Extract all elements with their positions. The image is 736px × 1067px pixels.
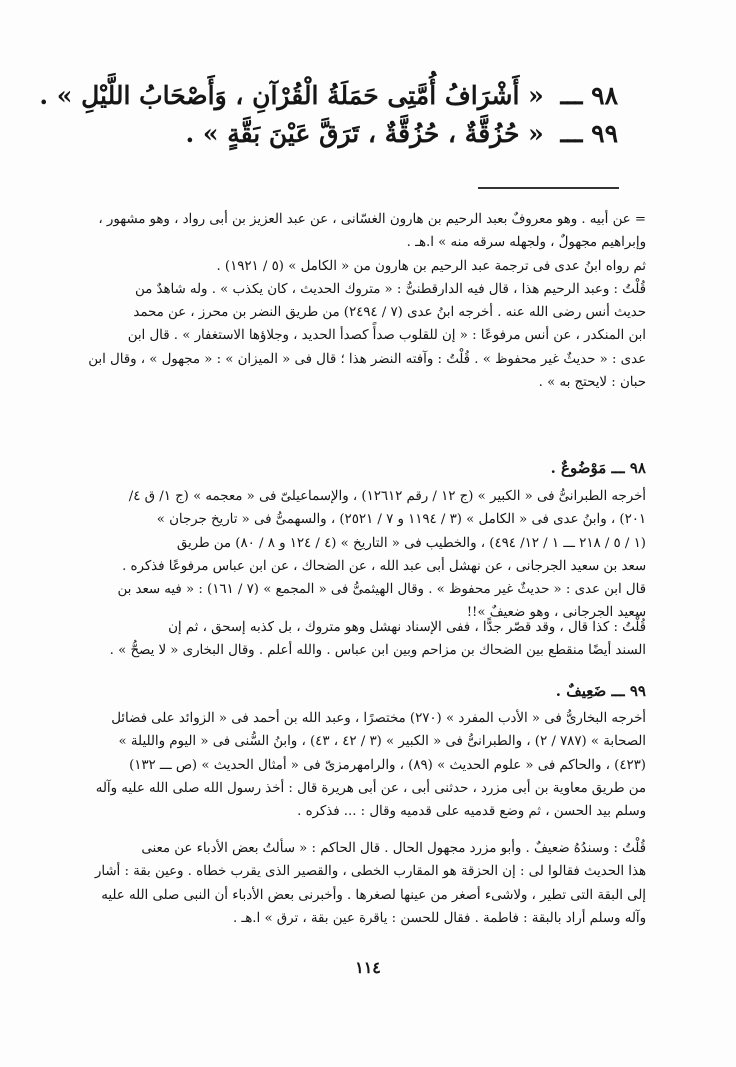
hadith-98-number: ٩٨ ـــ — [560, 81, 618, 110]
hadith-99-text: « حُزُقَّةٌ ، حُزُقَّةٌ ، تَرَقَّ عَيْنَ بَقَّةٍ » . — [185, 119, 544, 148]
note-98-heading: ٩٨ ـــ مَوْضُوعٌ . — [550, 459, 646, 477]
note-98-takhrij: أخرجه الطبرانىُّ فى « الكبير » (ج ١٢ / رقم ١٢٦١٢) ، والإسماعيلىّ فى « معجمه » (ج ١/ ق ٤/ ٢٠١) ، وابنُ عدى فى « الكامل » (٣ / ١١٩٤ و ٧ / ٢٥٢١) ، والسهمىُّ فى « تاريخ جرجان » (١ / ٥ / ٢١٨ ـــ ١ / ١٢/ ٤٩٤) ، والخطيب فى « التاريخ » (٤ / ١٢٤ و ٨ / ٨٠) من طريق سعد بن سعيد الجرجانى ، عن نهشل أبى عبد الله ، عن الضحاك ، عن ابن عباس مرفوعًا فذكره . قال ابن عدى : « حديثٌ غير محفوظ » . وقال الهيثمىُّ فى « المجمع » (٧ / ١٦١) : « فيه سعد بن سعيد الجرجانى ، وهو ضعيفٌ »!! — [117, 489, 646, 621]
note-99-heading: ٩٩ ـــ ضَعِيفٌ . — [555, 682, 646, 700]
note-99-takhrij: أخرجه البخارىُّ فى « الأدب المفرد » (٢٧٠) مختصرًا ، وعبد الله بن أحمد فى « الزوائد على فضائل الصحابة » (٧٨٧ / ٢) ، والطبرانىُّ فى « الكبير » (٣ / ٤٢ ، ٤٣) ، وابنُ السُّنى فى « اليوم والليلة » (٤٢٣) ، والحاكم فى « علوم الحديث » (٨٩) ، والرامهرمزىّ فى « أمثال الحديث » (ص ـــ ١٣٢) من طريق معاوية بن أبى مزرد ، حدثنى أبى ، عن أبى هريرة قال : أخذ رسول الله صلى الله عليه وآله وسلم بيد الحسن ، ثم وضع قدميه على قدميه وقال : ... فذكره . — [95, 711, 646, 820]
hadith-99-number: ٩٩ ـــ — [560, 119, 618, 148]
hadith-99 — [60, 116, 618, 152]
page-number: ١١٤ — [355, 958, 381, 977]
hadith-98-text: « أَشْرَافُ أُمَّتِى حَمَلَةُ الْقُرْآنِ ، وَأَصْحَابُ اللَّيْلِ » . — [39, 81, 544, 110]
hadith-98 — [39, 78, 618, 114]
footnote-separator — [478, 187, 619, 189]
footnote-continuation: = عن أبيه . وهو معروفٌ بعبد الرحيم بن هارون الغسّانى ، عن عبد العزيز بن أبى رواد ، وهو مشهور ، وإبراهيم مجهولٌ ، ولجهله سرقه منه » ا.هـ . ثم رواه ابنُ عدى فى ترجمة عبد الرحيم بن هارون من « الكامل » (٥ / ١٩٢١) . قُلْتُ : وعبد الرحيم هذا ، قال فيه الدارقطنىُّ : « متروك الحديث ، كان يكذب » . وله شاهدٌ من حديث أنس رضى الله عنه . أخرجه ابنُ عدى (٧ / ٢٤٩٤) من طريق النضر بن محرز ، عن محمد ابن المنكدر ، عن أنس مرفوعًا : « إن للقلوب صدأً كصدأ الحديد ، وجلاؤها الاستغفار » . قال ابن عدى : « حديثٌ غير محفوظ » . قُلْتُ : وآفته النضر هذا ؛ قال فى « الميزان » : « مجهول » ، وقال ابن حبان : لايحتج به » . — [88, 212, 646, 391]
note-99-comment: قُلْتُ : وسندُهُ ضعيفٌ . وأبو مزرد مجهول الحال . قال الحاكم : « سألتُ بعض الأدباء عن معنى هذا الحديث فقالوا لى : إن الحزقة هو المقارب الخطى ، والقصير الذى يقرب خطاه . وعين بقة : أشار إلى البقة التى تطير ، ولاشىء أصغر من عينها لصغرها . وأخبرنى بعض الأدباء أن النبى صلى الله عليه وآله وسلم أراد بالبقة : فاطمة . فقال للحسن : ياقرة عين بقة ، ترق » ا.هـ . — [94, 841, 646, 926]
note-98-comment: قُلْتُ : كذا قال ، وقد قصّر جدًّا ، ففى الإسناد نهشل وهو متروك ، بل كذبه إسحق ، ثم إن السند أيضًا منقطع بين الضحاك بن مزاحم وبين ابن عباس . والله أعلم . وقال البخارى « لا يصحُّ » . — [109, 620, 646, 659]
